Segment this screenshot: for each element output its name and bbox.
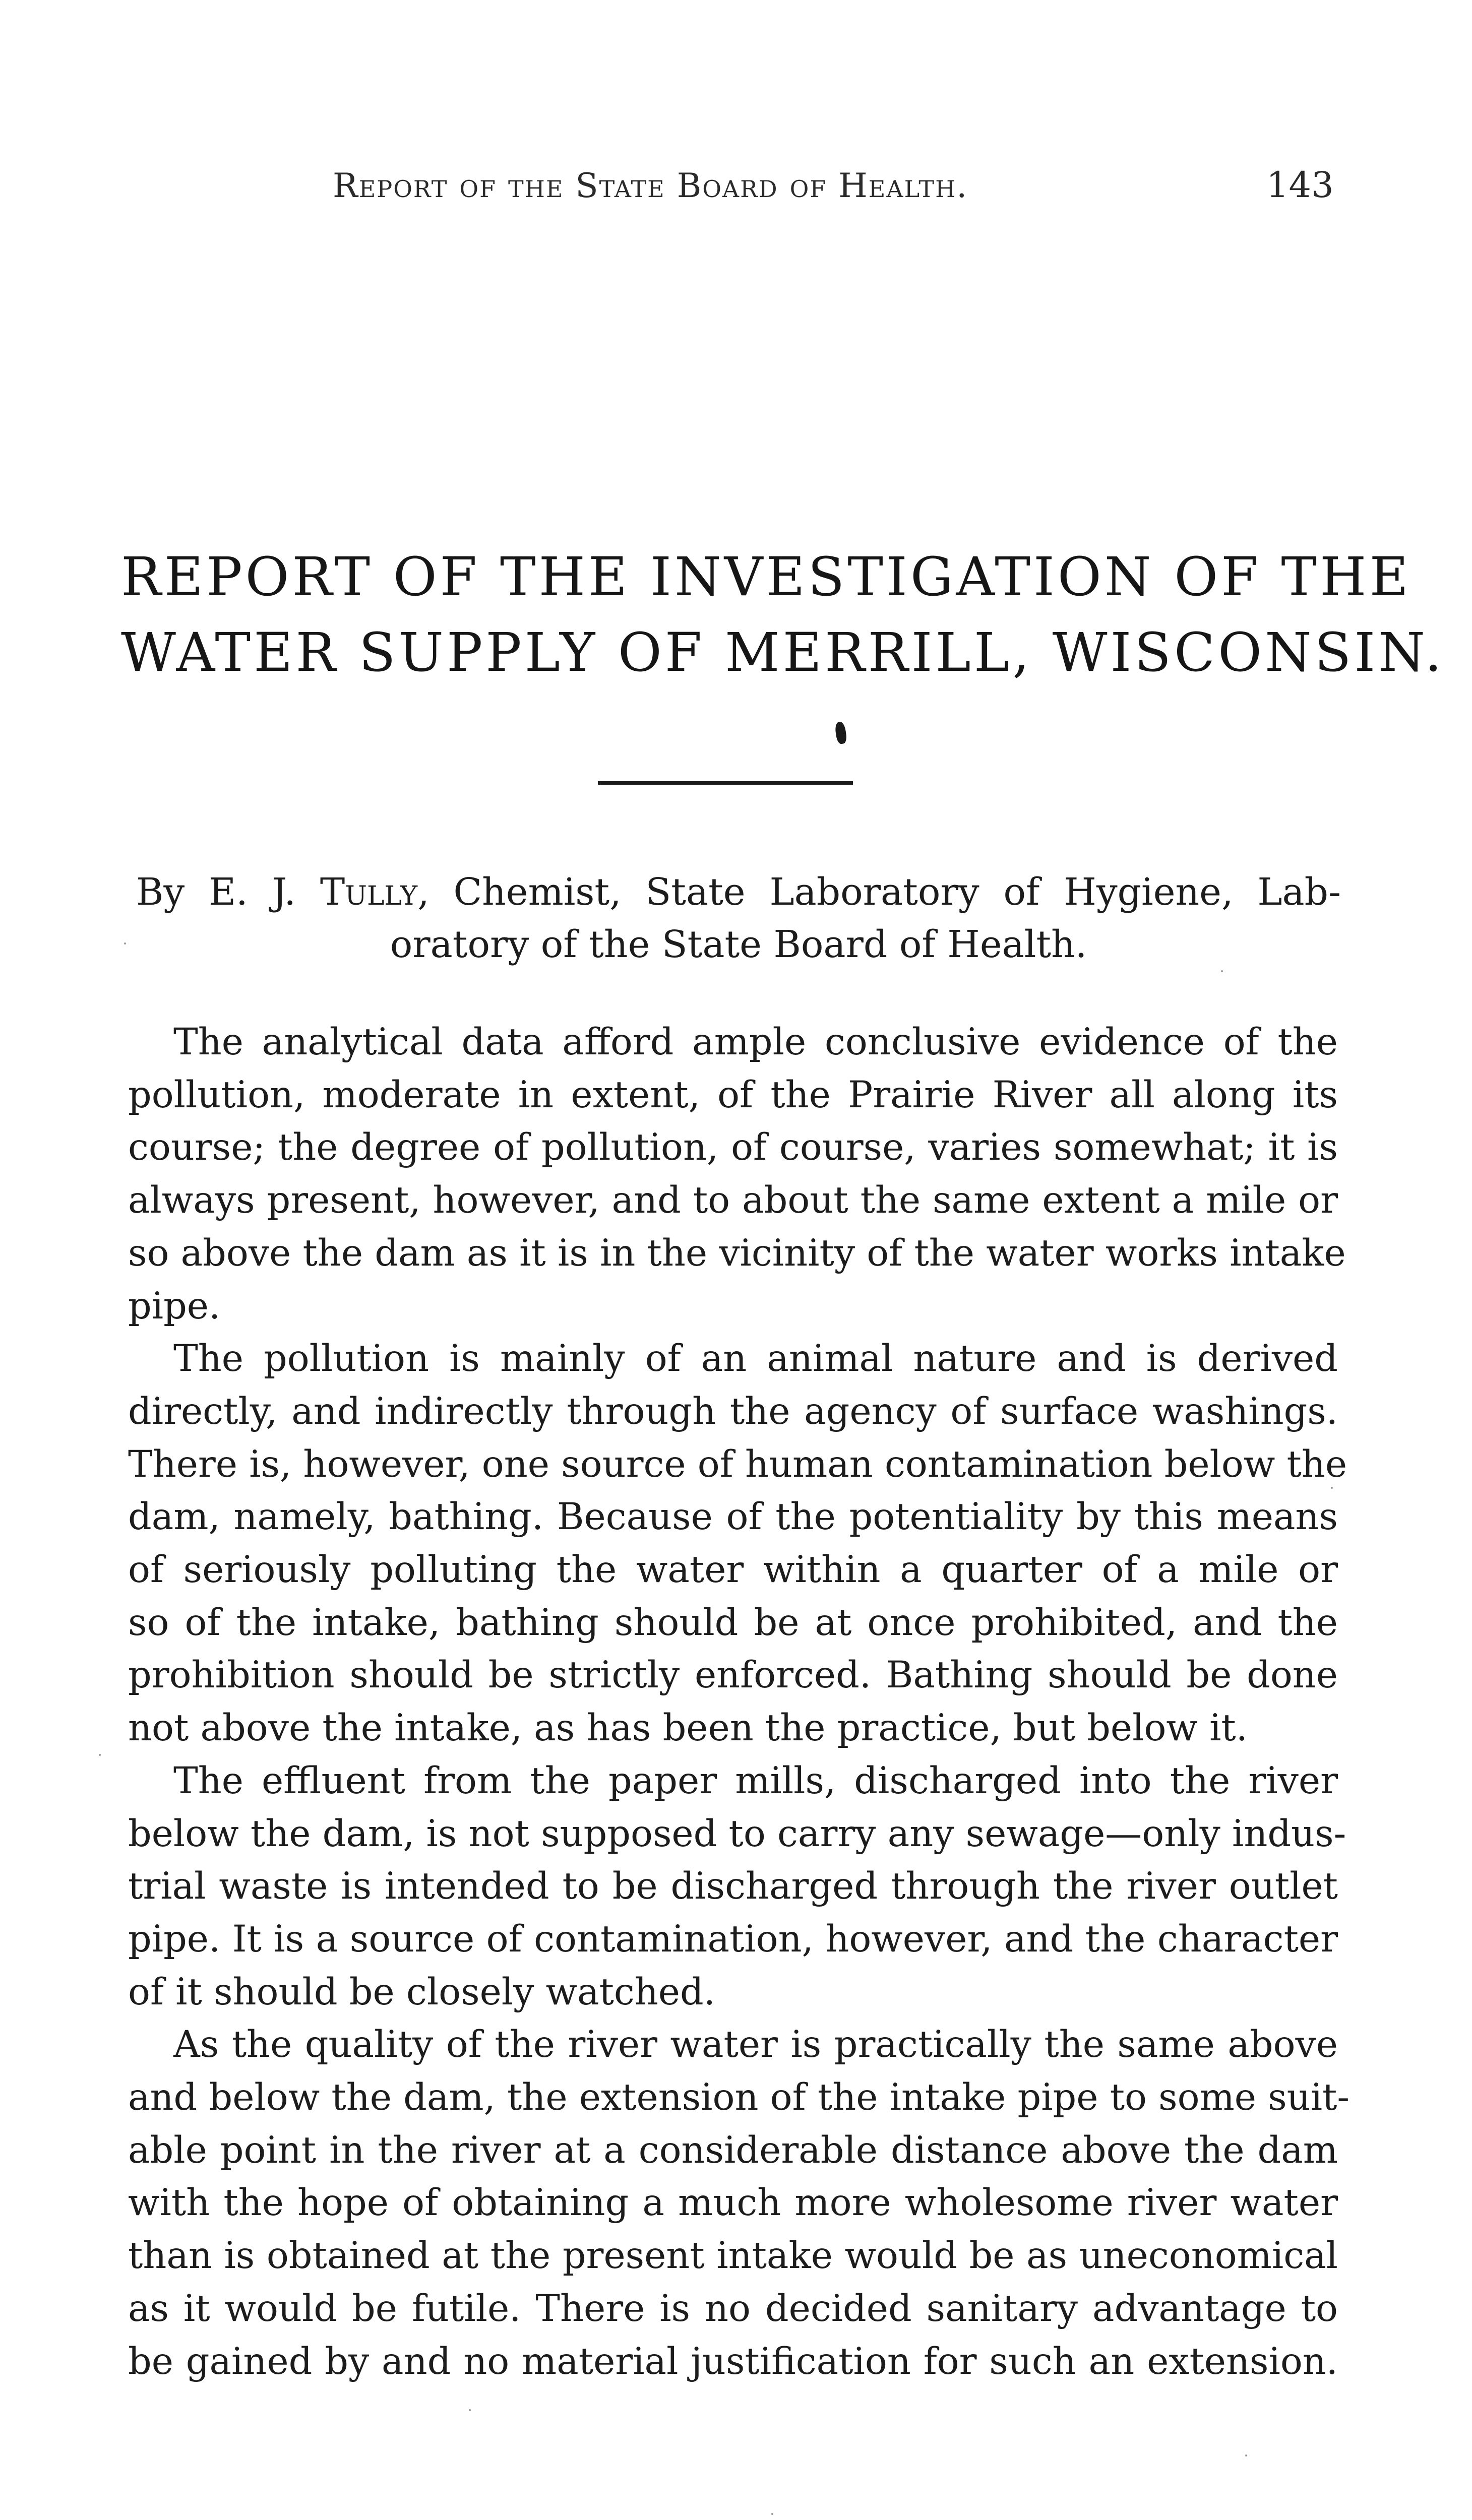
text-line: of seriously polluting the water within a quarter of a mile or [128,1548,1338,1592]
text-line: as it would be futile. There is no decided sanitary advantage to [128,2287,1338,2330]
text-line: As the quality of the river water is practically the same above [173,2023,1338,2066]
scan-speck [124,942,126,944]
text-line: pipe. [128,1284,221,1328]
body-text [128,1016,1350,2388]
text-line: able point in the river at a considerable distance above the dam [128,2128,1338,2172]
ink-blot [834,721,847,744]
article-title [121,539,1445,690]
text-line: below the dam, is not supposed to carry any sewage—only indus- [128,1812,1346,1855]
byline-affiliation: Chemist, State Laboratory of Hygiene, Lab- [429,870,1341,914]
text-line: dam, namely, bathing. Because of the potentiality by this means [128,1495,1338,1539]
scan-speck [1221,970,1223,972]
page-number: 143 [1266,164,1334,206]
scan-speck [1245,2454,1247,2456]
text-line: so of the intake, bathing should be at once prohibited, and the [128,1601,1338,1644]
byline-prefix: By E. J. [136,870,320,914]
title-line-1: REPORT OF THE INVESTIGATION OF THE [121,546,1412,608]
text-line: pipe. It is a source of contamination, however, and the character [128,1917,1338,1961]
text-line: so above the dam as it is in the vicinity of the water works intake [128,1231,1346,1275]
text-line: be gained by and no material justification for such an extension. [128,2340,1338,2383]
paragraph-2 [128,1333,1347,1755]
text-line: The effluent from the paper mills, discharged into the river [173,1759,1338,1802]
byline-author: Tully, [320,870,430,914]
byline [136,866,1341,971]
text-line: pollution, moderate in extent, of the Prairie River all along its [128,1073,1338,1116]
paragraph-1 [128,1016,1346,1333]
text-line: course; the degree of pollution, of course, varies somewhat; it is [128,1126,1338,1169]
text-line: of it should be closely watched. [128,1970,715,2013]
scan-speck [1331,1487,1333,1489]
title-line-2: WATER SUPPLY OF MERRILL, WISCONSIN. [121,621,1445,683]
text-line: There is, however, one source of human contamination below the [128,1442,1347,1486]
text-line: The analytical data afford ample conclusive evidence of the [173,1021,1338,1063]
paragraph-3 [128,1755,1346,2019]
text-line: and below the dam, the extension of the intake pipe to some suit- [128,2076,1350,2119]
byline-line-1 [136,866,1341,918]
text-line: trial waste is intended to be discharged through the river outlet [128,1865,1338,1908]
text-line: directly, and indirectly through the agency of surface washings. [128,1390,1338,1433]
text-line: with the hope of obtaining a much more wholesome river water [128,2181,1338,2225]
text-line: not above the intake, as has been the practice, but below it. [128,1707,1248,1750]
text-line: The pollution is mainly of an animal nature and is derived [173,1337,1338,1380]
text-line: than is obtained at the present intake would be as uneconomical [128,2234,1338,2278]
paragraph-4 [128,2019,1350,2388]
text-line: prohibition should be strictly enforced. Bathing should be done [128,1654,1338,1697]
title-divider-rule [598,781,853,785]
scan-speck [99,1754,101,1756]
scan-speck [469,2409,471,2411]
scan-speck [771,2513,773,2515]
running-head: Report of the State Board of Health. [333,166,968,205]
text-line: always present, however, and to about the same extent a mile or [128,1179,1338,1222]
byline-line-2: oratory of the State Board of Health. [390,923,1087,966]
